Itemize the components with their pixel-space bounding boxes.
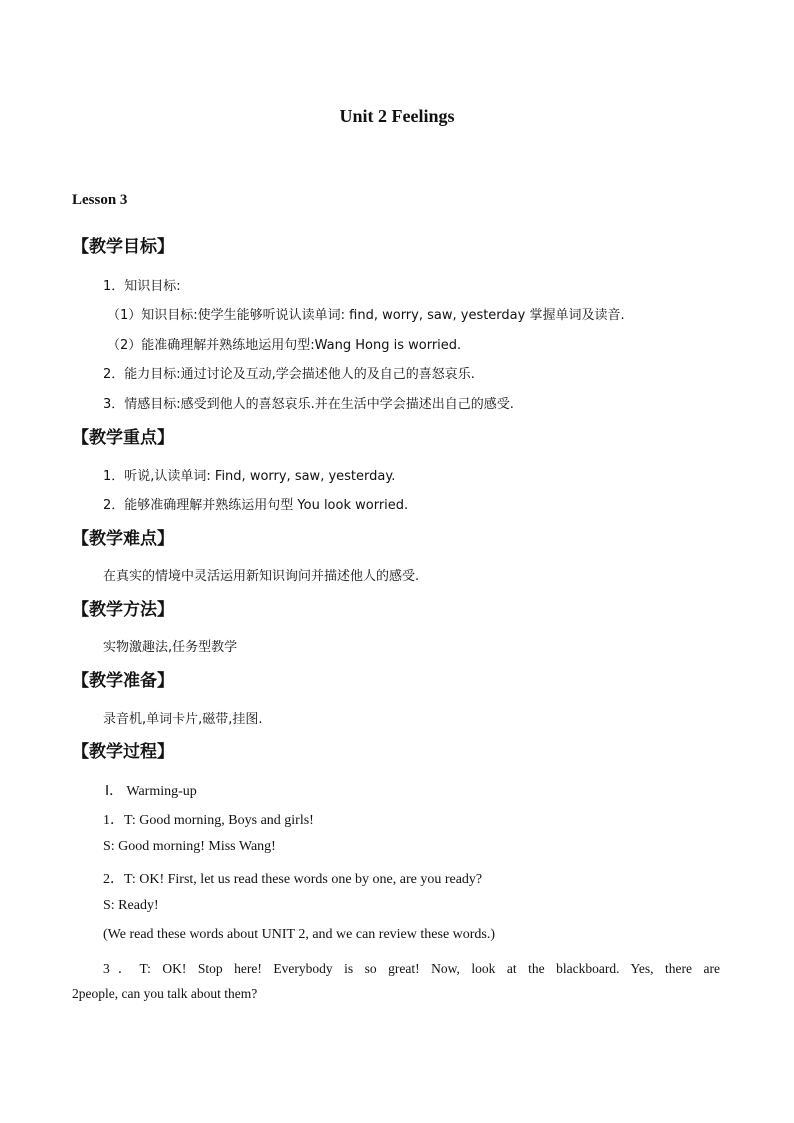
objectives-line: （1）知识目标:使学生能够听说认读单词: find, worry, saw, yesterday 掌握单词及读音. xyxy=(107,308,625,323)
section-heading-methods: 【教学方法】 xyxy=(72,600,174,620)
section-heading-difficulties: 【教学难点】 xyxy=(72,529,174,549)
difficulties-line: 在真实的情境中灵活运用新知识询问并描述他人的感受. xyxy=(103,569,420,584)
process-line: S: Ready! xyxy=(103,898,159,913)
process-line: Ⅰ． Warming-up xyxy=(105,784,197,799)
objectives-line: 1．知识目标: xyxy=(103,279,181,294)
lesson-heading: Lesson 3 xyxy=(72,192,128,208)
objectives-line: （2）能准确理解并熟练地运用句型:Wang Hong is worried. xyxy=(107,338,462,353)
process-line: 3．T: OK! Stop here! Everybody is so great! Now, look at the blackboard. Yes, there are xyxy=(103,961,720,976)
process-line: S: Good morning! Miss Wang! xyxy=(103,839,276,854)
process-line: 1．T: Good morning, Boys and girls! xyxy=(103,813,314,828)
methods-line: 实物激趣法,任务型教学 xyxy=(103,640,238,655)
preparation-line: 录音机,单词卡片,磁带,挂图. xyxy=(103,712,263,727)
document-title: Unit 2 Feelings xyxy=(339,106,455,126)
objectives-line: 3．情感目标:感受到他人的喜怒哀乐.并在生活中学会描述出自己的感受. xyxy=(103,397,514,412)
key-points-line: 2．能够准确理解并熟练运用句型 You look worried. xyxy=(103,498,409,513)
process-line: (We read these words about UNIT 2, and we can review these words.) xyxy=(103,927,496,942)
key-points-line: 1．听说,认读单词: Find, worry, saw, yesterday. xyxy=(103,469,396,484)
section-heading-preparation: 【教学准备】 xyxy=(72,671,174,691)
section-heading-objectives: 【教学目标】 xyxy=(72,237,174,257)
process-line: 2．T: OK! First, let us read these words one by one, are you ready? xyxy=(103,872,483,887)
section-heading-process: 【教学过程】 xyxy=(72,742,174,762)
section-heading-key-points: 【教学重点】 xyxy=(72,428,174,448)
objectives-line: 2．能力目标:通过讨论及互动,学会描述他人的及自己的喜怒哀乐. xyxy=(103,367,475,382)
process-line: 2people, can you talk about them? xyxy=(72,986,258,1001)
